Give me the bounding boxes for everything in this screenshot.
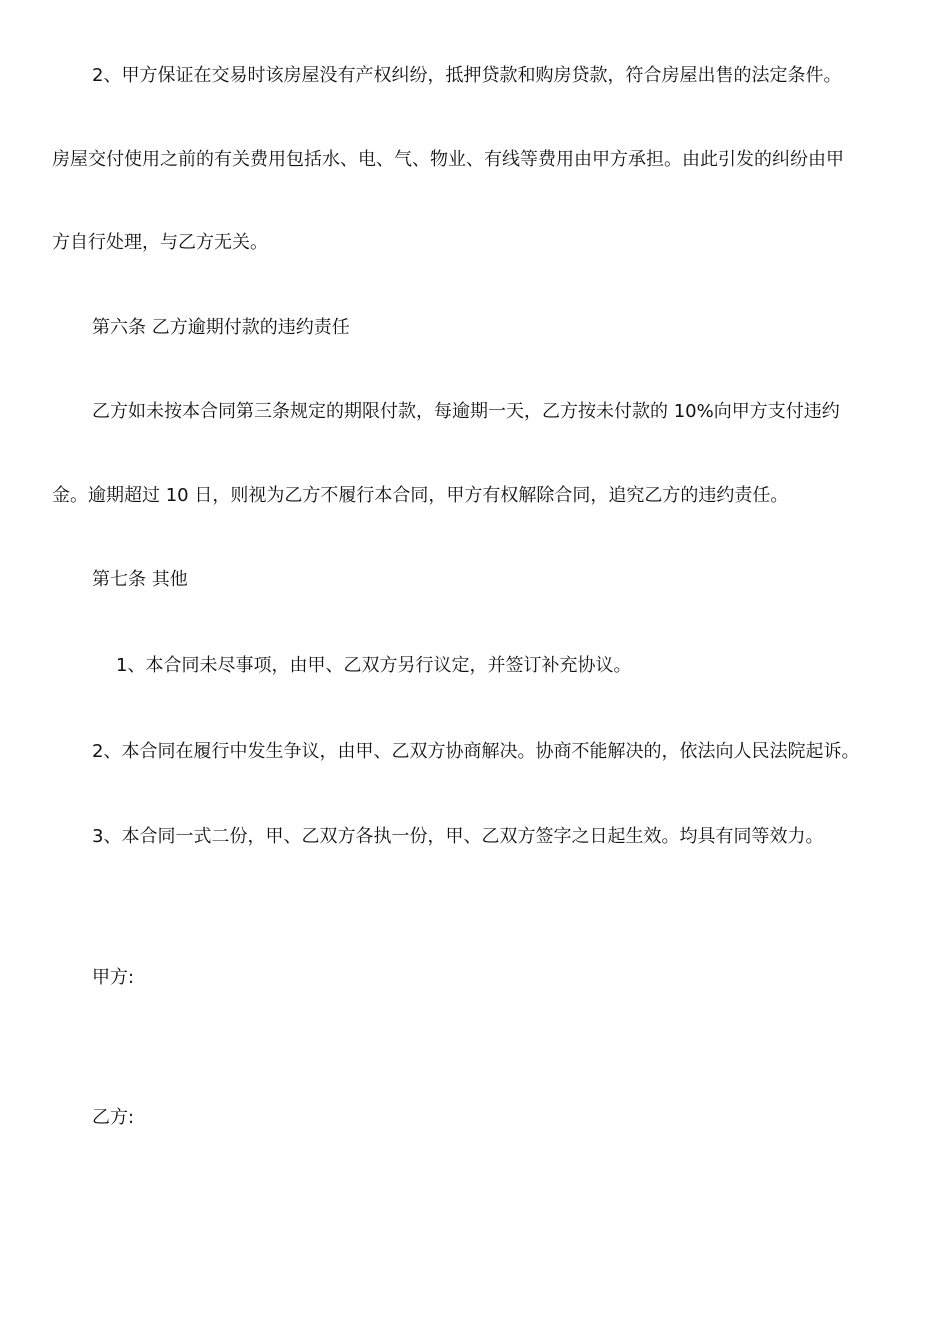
article-6-line-2: 金。逾期超过 10 日，则视为乙方不履行本合同，甲方有权解除合同，追究乙方的违约责任。: [52, 485, 789, 506]
article-7-item-2: 2、本合同在履行中发生争议，由甲、乙双方协商解决。协商不能解决的，依法向人民法院起诉。: [92, 741, 860, 762]
clause-2-line-3: 方自行处理，与乙方无关。: [52, 232, 268, 253]
article-6-line-1: 乙方如未按本合同第三条规定的期限付款，每逾期一天，乙方按未付款的 10%向甲方支付违约: [92, 401, 840, 422]
article-7-title: 第七条 其他: [92, 569, 188, 590]
article-7-item-3: 3、本合同一式二份，甲、乙双方各执一份，甲、乙双方签字之日起生效。均具有同等效力。: [92, 826, 824, 847]
article-7-item-1: 1、本合同未尽事项，由甲、乙双方另行议定，并签订补充协议。: [116, 655, 632, 676]
article-6-title: 第六条 乙方逾期付款的违约责任: [92, 317, 350, 338]
party-b-signature-label: 乙方:: [92, 1107, 135, 1128]
party-a-signature-label: 甲方:: [92, 967, 135, 988]
clause-2-line-2: 房屋交付使用之前的有关费用包括水、电、气、物业、有线等费用由甲方承担。由此引发的纠纷由甲: [52, 149, 844, 170]
clause-2-line-1: 2、甲方保证在交易时该房屋没有产权纠纷，抵押贷款和购房贷款，符合房屋出售的法定条件。: [92, 65, 842, 86]
